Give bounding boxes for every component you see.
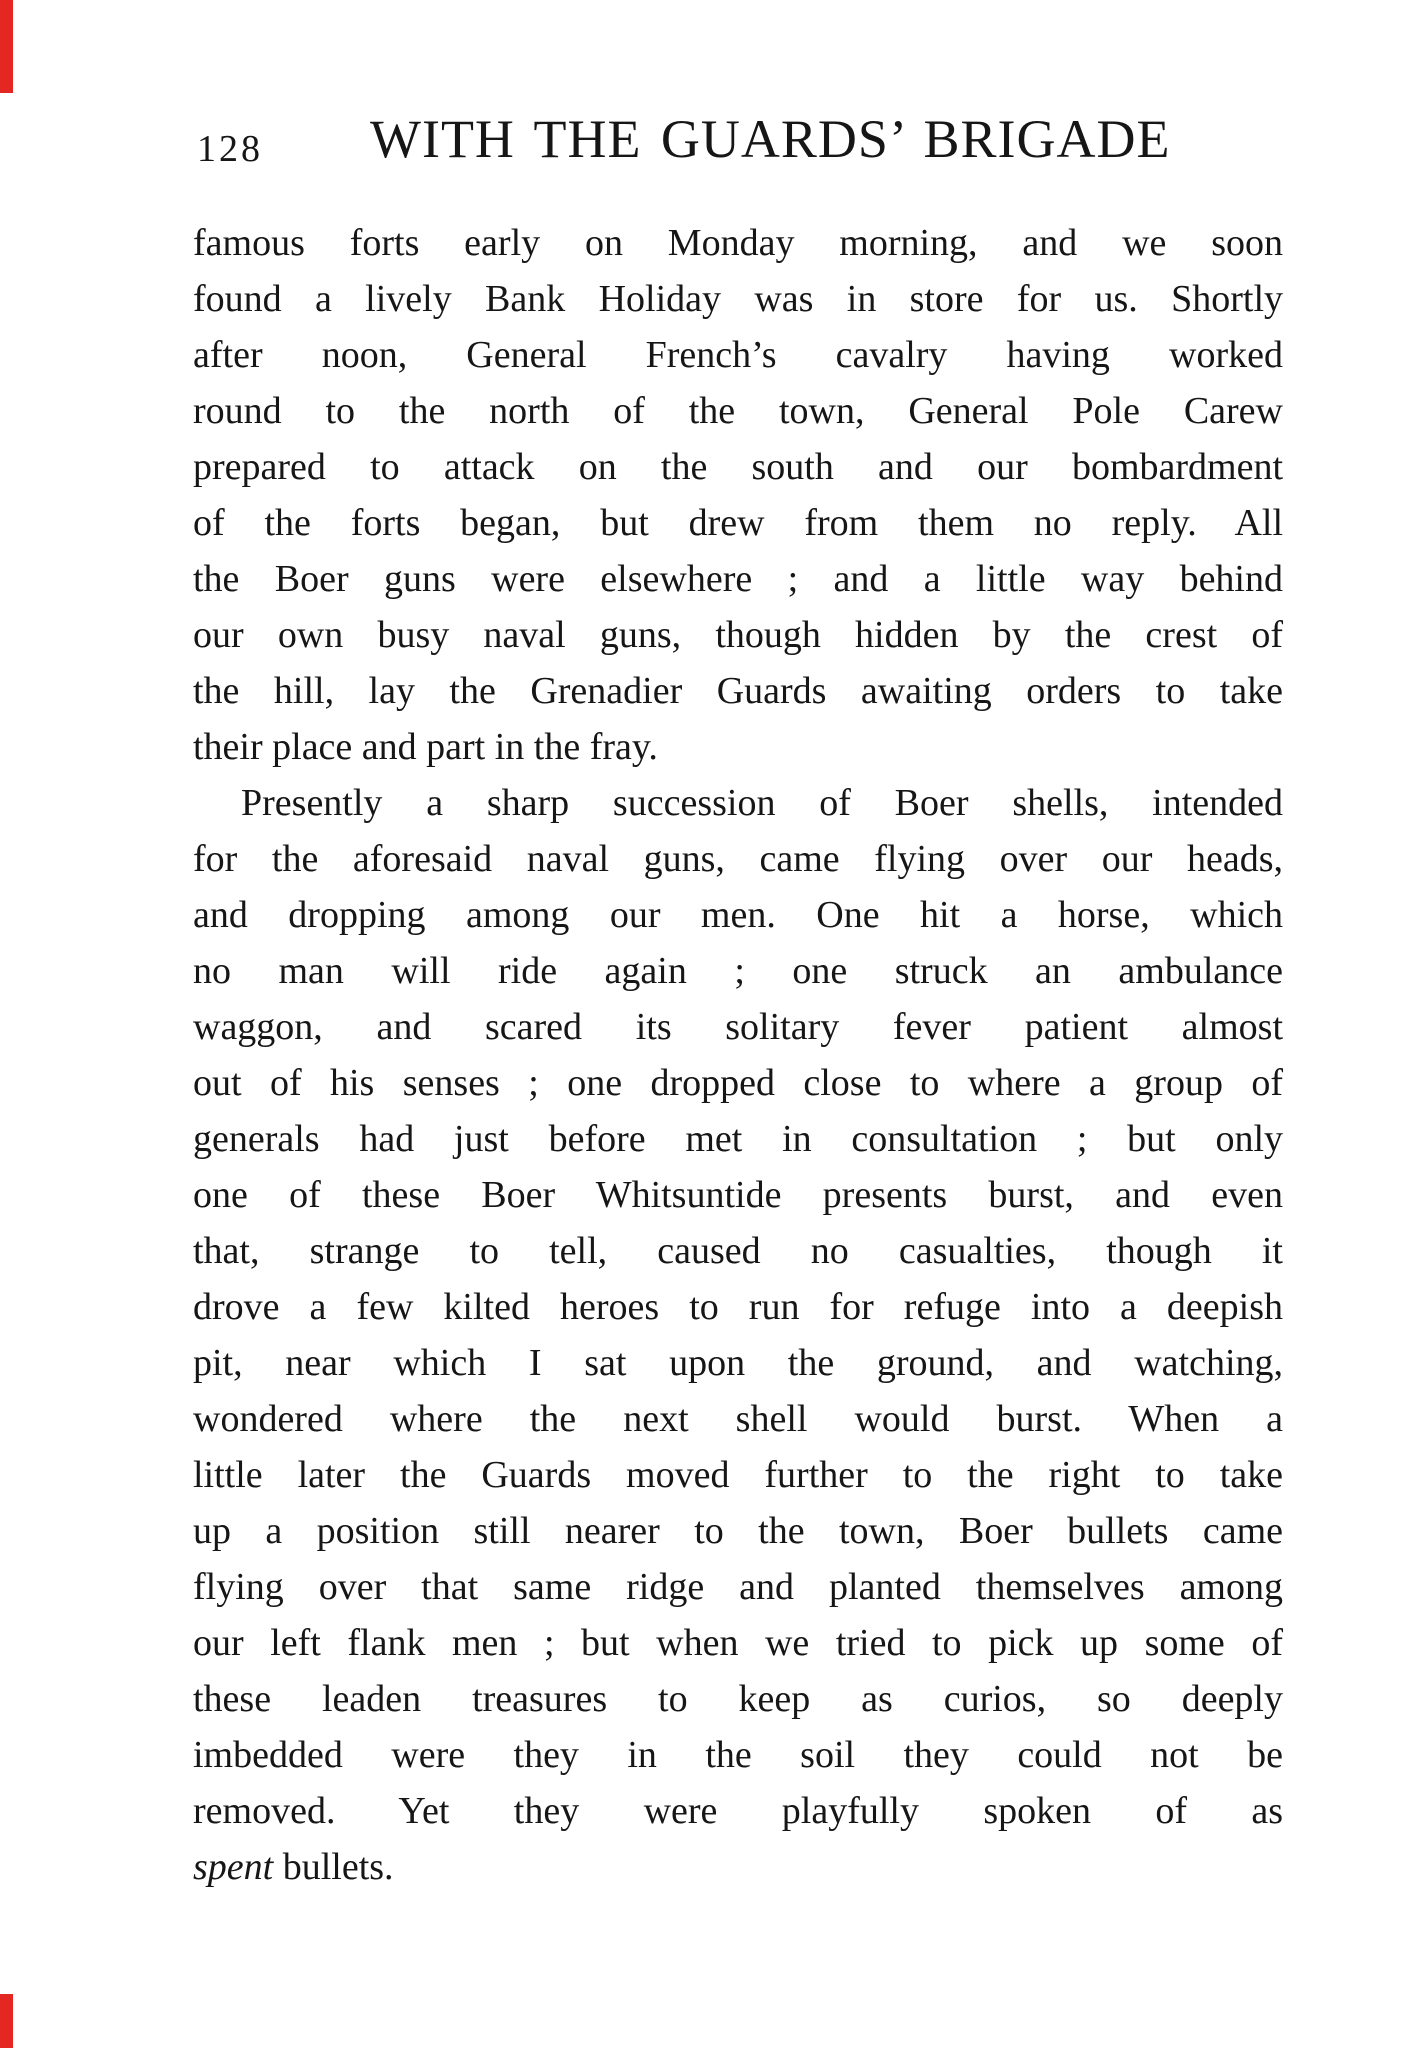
text-line: Presently a sharp succession of Boer shells, intended (241, 782, 1283, 824)
text-line: found a lively Bank Holiday was in store for us. Shortly (193, 278, 1283, 320)
paragraph (193, 215, 1283, 775)
text-line: these leaden treasures to keep as curios, so deeply (193, 1678, 1283, 1720)
text-line: no man will ride again ; one struck an ambulance (193, 950, 1283, 992)
text-line: the Boer guns were elsewhere ; and a little way behind (193, 558, 1283, 600)
paragraph (193, 775, 1283, 1895)
text-line: pit, near which I sat upon the ground, and watching, (193, 1342, 1283, 1384)
text-line: and dropping among our men. One hit a horse, which (193, 894, 1283, 936)
page-title: WITH THE GUARDS’ BRIGADE (370, 109, 1171, 169)
text-line: generals had just before met in consultation ; but only (193, 1118, 1283, 1160)
text-line: our left flank men ; but when we tried to pick up some of (193, 1622, 1283, 1664)
scan-mark-top-left (0, 0, 13, 93)
text-line: out of his senses ; one dropped close to where a group of (193, 1062, 1283, 1104)
italic-text: spent (193, 1846, 274, 1888)
scan-mark-bottom-left (0, 1994, 13, 2048)
text-line (193, 1839, 1283, 1895)
text-line: their place and part in the fray. (193, 726, 658, 768)
text-line: imbedded were they in the soil they could not be (193, 1734, 1283, 1776)
text-line: up a position still nearer to the town, Boer bullets came (193, 1510, 1283, 1552)
text-line: drove a few kilted heroes to run for refuge into a deepish (193, 1286, 1283, 1328)
text-line: round to the north of the town, General Pole Carew (193, 390, 1283, 432)
text-line: that, strange to tell, caused no casualties, though it (193, 1230, 1283, 1272)
text-line: waggon, and scared its solitary fever patient almost (193, 1006, 1283, 1048)
text-line: wondered where the next shell would burst. When a (193, 1398, 1283, 1440)
page-number: 128 (197, 128, 263, 170)
text-block (193, 215, 1283, 1895)
text-segment: bullets. (273, 1846, 394, 1888)
text-line: removed. Yet they were playfully spoken of as (193, 1790, 1283, 1832)
text-line: after noon, General French’s cavalry having worked (193, 334, 1283, 376)
text-line: for the aforesaid naval guns, came flying over our heads, (193, 838, 1283, 880)
text-line: prepared to attack on the south and our bombardment (193, 446, 1283, 488)
text-line: famous forts early on Monday morning, and we soon (193, 222, 1283, 264)
text-line: our own busy naval guns, though hidden by the crest of (193, 614, 1283, 656)
text-line: flying over that same ridge and planted themselves among (193, 1566, 1283, 1608)
text-line: one of these Boer Whitsuntide presents burst, and even (193, 1174, 1283, 1216)
text-line: of the forts began, but drew from them no reply. All (193, 502, 1283, 544)
text-line: little later the Guards moved further to the right to take (193, 1454, 1283, 1496)
text-line: the hill, lay the Grenadier Guards awaiting orders to take (193, 670, 1283, 712)
